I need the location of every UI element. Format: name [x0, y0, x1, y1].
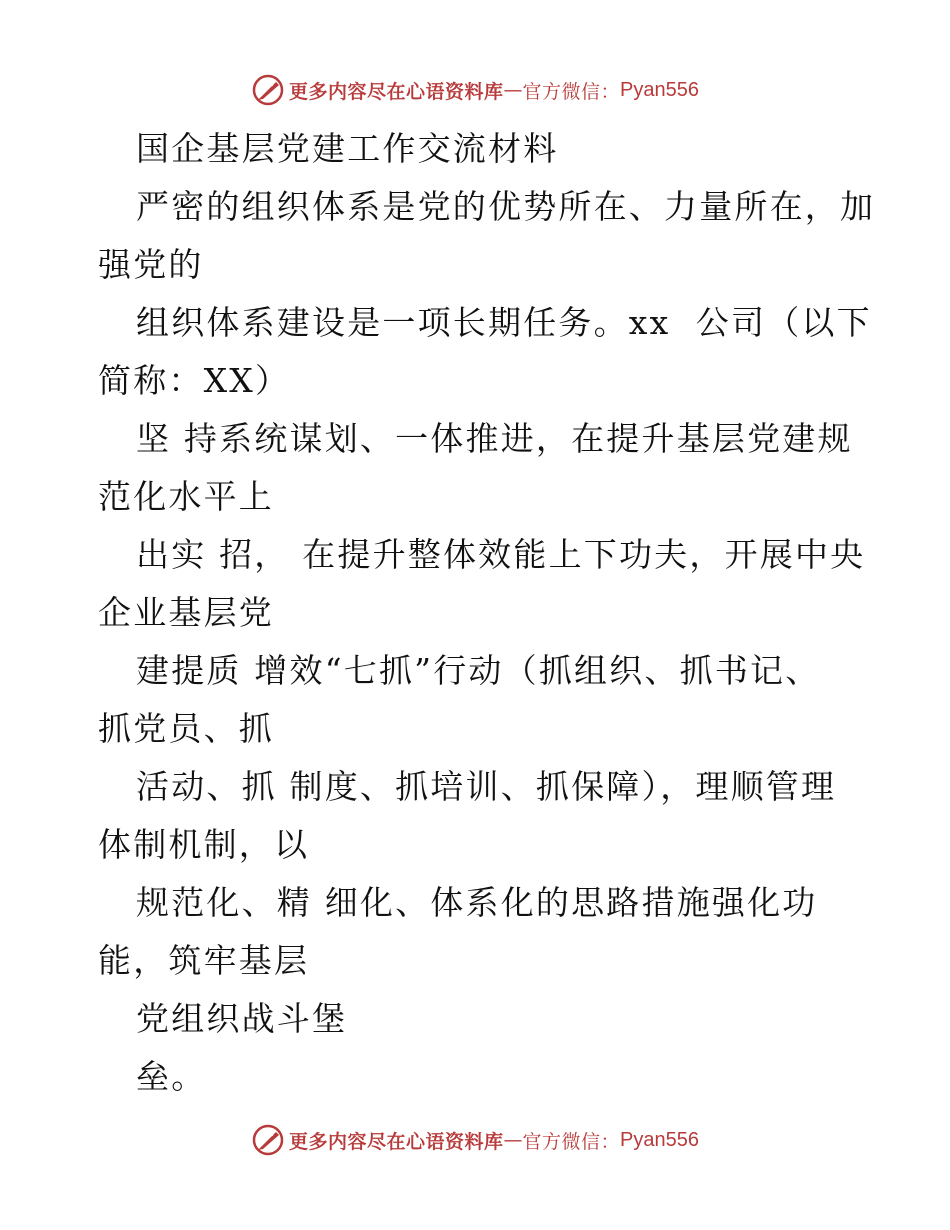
text-line: 严密的组织体系是党的优势所在、力量所在，加 [136, 187, 876, 226]
text-line: 坚 持系统谋划、一体推进，在提升基层党建规 [136, 419, 853, 458]
text-line: 组织体系建设是一项长期任务。xx 公司（以下 [136, 303, 872, 342]
document-title: 国企基层党建工作交流材料 [136, 129, 559, 168]
text-line: 垒。 [136, 1057, 207, 1096]
text-line: 简称：XX） [98, 361, 291, 400]
watermark-brand: 更多内容尽在心语资料库 [289, 1130, 504, 1153]
watermark-wechat-account: Pyan556 [620, 78, 699, 101]
watermark-brand: 更多内容尽在心语资料库 [289, 80, 504, 103]
header-watermark [0, 70, 950, 110]
text-line: 规范化、精 细化、体系化的思路措施强化功 [136, 883, 818, 922]
text-line: 党组织战斗堡 [136, 999, 348, 1038]
quill-logo-icon [251, 1123, 285, 1157]
text-line: 活动、抓 制度、抓培训、抓保障），理顺管理 [136, 767, 837, 806]
quill-logo-icon [251, 73, 285, 107]
watermark-wechat-label: 官方微信： [522, 1130, 621, 1153]
watermark-wechat-label: 官方微信： [522, 80, 621, 103]
document-body [98, 120, 876, 1106]
watermark-dash: — [503, 79, 523, 101]
text-line: 体制机制，以 [98, 825, 310, 864]
watermark-dash: — [503, 1129, 523, 1151]
watermark-wechat-account: Pyan556 [620, 1128, 699, 1151]
text-line: 建提质 增效“七抓”行动（抓组织、抓书记、 [136, 651, 821, 690]
text-line: 出实 招， 在提升整体效能上下功夫，开展中央 [136, 535, 866, 574]
text-line: 企业基层党 [98, 593, 274, 632]
footer-watermark [0, 1120, 950, 1160]
text-line: 能，筑牢基层 [98, 941, 310, 980]
text-line: 范化水平上 [98, 477, 274, 516]
text-line: 抓党员、抓 [98, 709, 274, 748]
text-line: 强党的 [98, 245, 204, 284]
